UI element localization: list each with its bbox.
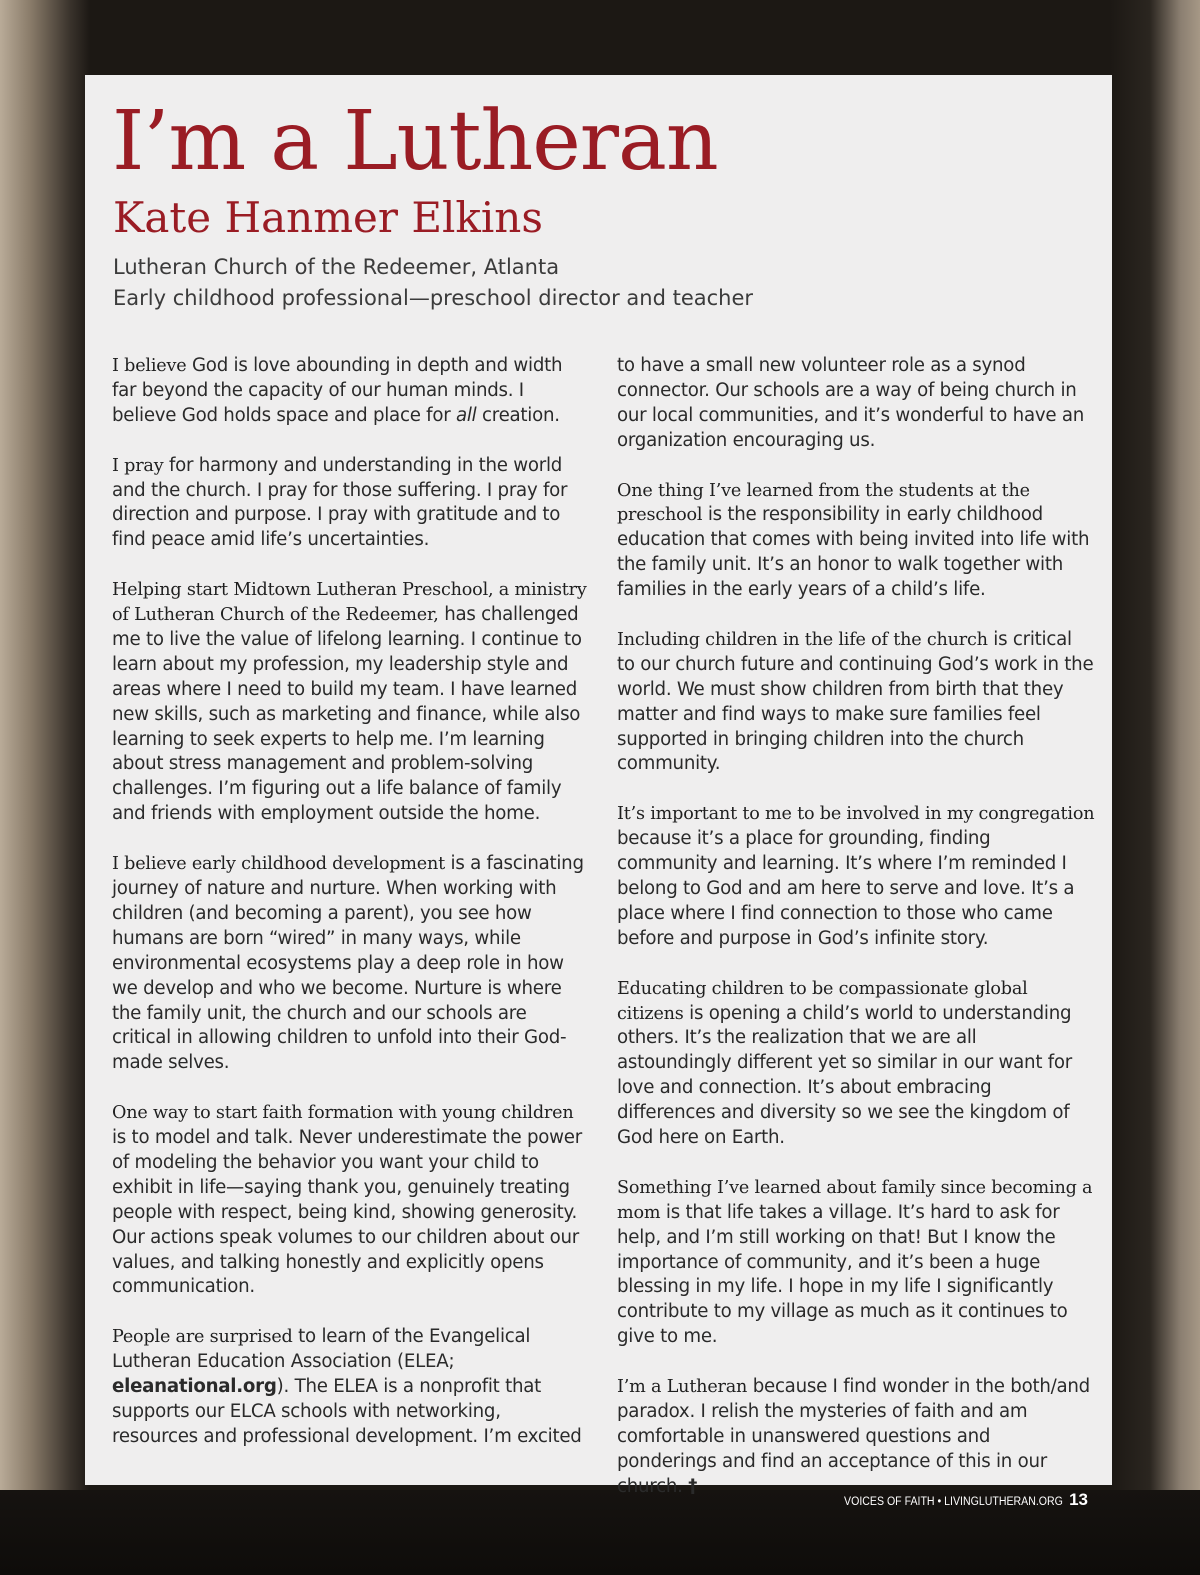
paragraph-lead: I pray [112, 455, 164, 476]
paragraph-lead: It’s important to me to be involved in my congregation [617, 804, 1095, 825]
footer-text: VOICES OF FAITH • LIVINGLUTHERAN.ORG [844, 1496, 1064, 1508]
paragraph-lead: Something I’ve learned about family since becoming a mom [617, 1177, 1093, 1223]
paragraph [112, 1101, 590, 1300]
paragraph-lead: Including children in the life of the church [617, 629, 988, 650]
paragraph [617, 1176, 1095, 1350]
church-name: Lutheran Church of the Redeemer, Atlanta [113, 255, 560, 279]
paragraph [617, 802, 1095, 951]
paragraph-lead: I’m a Lutheran [617, 1377, 748, 1398]
page-title: I’m a Lutheran [112, 94, 718, 189]
paragraph [112, 354, 590, 429]
paragraph-body: is that life takes a village. It’s hard to ask for help, and I’m still working on that! But I know the importance of community, and it’s been a huge blessing in my life. I hope in my life I significantly contribute to my village as much as it continues to give to me. [617, 1201, 1068, 1348]
paragraph-lead: One way to start faith formation with young children [112, 1103, 574, 1124]
paragraph [112, 578, 590, 827]
page-number: 13 [1069, 1490, 1088, 1509]
paragraph-body: is to model and talk. Never underestimate the power of modeling the behavior you want your child to exhibit in life—saying thank you, genuinely treating people with respect, being kind, showing generosity. Our actions speak volumes to our children about our values, and talking honestly and explicitly opens communication. [112, 1127, 582, 1298]
paragraph [112, 852, 590, 1076]
right-column [617, 354, 1095, 1524]
profile-role: Early childhood professional—preschool director and teacher [113, 286, 754, 310]
paragraph-body: God is love abounding in depth and width far beyond the capacity of our human minds. I believe God holds space and place for [112, 355, 563, 426]
paragraph-body: is critical to our church future and continuing God’s work in the world. We must show children from birth that they matter and find ways to make sure families feel supported in bringing children into the church community. [617, 628, 1094, 775]
paragraph-lead: People are surprised [112, 1327, 293, 1348]
left-column [112, 354, 590, 1475]
paragraph-body: is a fascinating journey of nature and nurture. When working with children (and becoming a parent), you see how humans are born “wired” in many ways, while environmental ecosystems play a deep role in how we develop and who we become. Nurture is where the family unit, the church and our schools are critical in allowing children to unfold into their God-made selves. [112, 853, 584, 1074]
cross-icon: † [688, 1475, 698, 1497]
paragraph-lead: Educating children to be compassionate global citizens [617, 978, 1028, 1024]
paragraph [617, 354, 1095, 454]
paragraph [112, 454, 590, 554]
paragraph-emphasis: all [455, 404, 477, 426]
paragraph-lead: I believe [112, 356, 187, 376]
paragraph-lead: I believe early childhood development [112, 854, 445, 875]
paragraph [112, 1325, 590, 1450]
paragraph-body: because it’s a place for grounding, finding community and learning. It’s where I’m reminded I belong to God and am here to serve and love. It’s a place where I find connection to those who came before and purpose in God’s infinite story. [617, 828, 1075, 949]
profile-name: Kate Hanmer Elkins [113, 193, 543, 242]
profile-details [113, 252, 753, 314]
paragraph [617, 1375, 1095, 1500]
paragraph-body: has challenged me to live the value of lifelong learning. I continue to learn about my profession, my leadership style and areas where I need to build my team. I have learned new skills, such as marketing and finance, while also learning to seek experts to help me. I’m learning about stress management and problem-solving challenges. I’m figuring out a life balance of family and friends with employment outside the home. [112, 604, 582, 825]
paragraph [617, 479, 1095, 604]
paragraph-lead: Helping start Midtown Lutheran Preschool, a ministry of Lutheran Church of the Redeemer, [112, 580, 587, 626]
paragraph-body: is opening a child’s world to understanding others. It’s the realization that we are all astoundingly different yet so similar in our want for love and connection. It’s about embracing differences and diversity so we see the kingdom of God here on Earth. [617, 1002, 1072, 1149]
paragraph-body: because I find wonder in the both/and paradox. I relish the mysteries of faith and am comfortable in unanswered questions and ponderings and find an acceptance of this in our church. [617, 1376, 1090, 1497]
paragraph [617, 977, 1095, 1151]
paragraph-lead: One thing I’ve learned from the students at the preschool [617, 480, 1030, 526]
paragraph-body: to have a small new volunteer role as a synod connector. Our schools are a way of being church in our local communities, and it’s wonderful to have an organization encouraging us. [617, 355, 1084, 451]
paragraph [617, 628, 1095, 777]
paragraph-body: is the responsibility in early childhood education that comes with being invited into life with the family unit. It’s an honor to walk together with families in the early years of a child’s life. [617, 504, 1090, 601]
paragraph-body: creation. [476, 404, 560, 426]
elea-link[interactable]: eleanational.org [112, 1376, 277, 1398]
page-footer [825, 1490, 1088, 1516]
paragraph-body: for harmony and understanding in the world and the church. I pray for those suffering. I pray for direction and purpose. I pray with gratitude and to find peace amid life’s uncertainties. [112, 454, 568, 551]
paragraph-body: ). The ELEA is a nonprofit that supports our ELCA schools with networking, resources and professional development. I’m excited [112, 1376, 582, 1447]
paragraph-body: to learn of the Evangelical Lutheran Education Association (ELEA; [112, 1326, 531, 1373]
